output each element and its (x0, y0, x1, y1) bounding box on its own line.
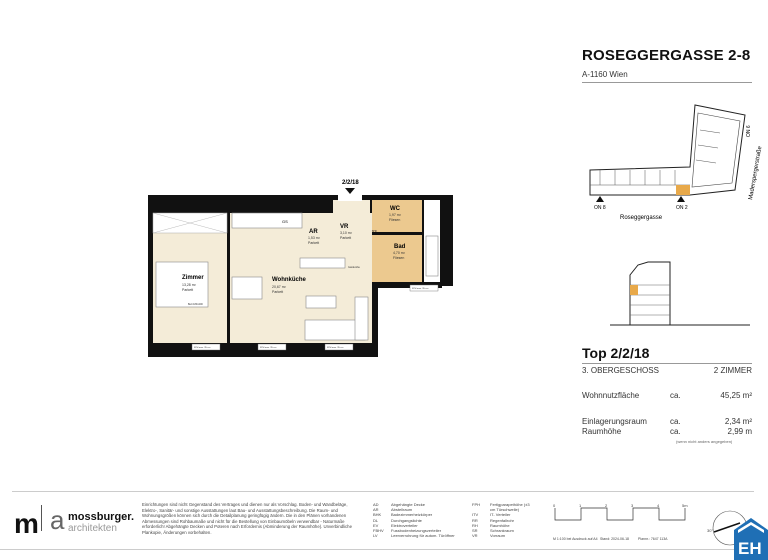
legend-item (472, 502, 530, 512)
unit-rooms: 2 ZIMMER (713, 366, 752, 375)
room-floor: Fliesen (393, 256, 405, 260)
eh-logo-text: EH (738, 539, 762, 558)
site-plan (580, 95, 764, 225)
room-name: Bad (394, 244, 406, 250)
room-name: AR (309, 229, 318, 235)
room-area: 13,28 m² (182, 283, 196, 287)
room-name: Zimmer (182, 275, 204, 281)
room-area: 1,53 m² (308, 236, 320, 240)
legend-code: DL (373, 517, 379, 523)
footer-top-rule (12, 491, 754, 492)
room-floor: Parkett (182, 288, 194, 292)
garderobe-label: Garderobe (348, 266, 360, 269)
scale-tick: 4 (657, 503, 660, 508)
entrance-arrow-icon (345, 188, 355, 194)
kitchen-counter (232, 213, 302, 228)
legend-text: Vorraum (490, 533, 506, 539)
legend-abbreviations-2 (472, 502, 530, 538)
on6-label: ON 6 (746, 125, 752, 137)
legend-code: VR (472, 533, 478, 539)
room-name: WC (390, 206, 400, 212)
legend-text: Leerverrohrung für autom. Türöffner (391, 533, 455, 539)
scale-bar (550, 498, 700, 534)
street-label: Roseggergasse (620, 215, 663, 221)
room-area: 4,70 m² (393, 251, 405, 255)
storage-label: Einlagerungsraum (582, 417, 647, 426)
legend-abbreviations-1 (373, 502, 455, 538)
legend-text: Abgehängte Decke (391, 502, 426, 507)
on8-label: ON 8 (594, 205, 606, 211)
legend-text: Schrankraum (490, 528, 514, 534)
divider (582, 363, 752, 364)
legend-code: RR (472, 517, 478, 523)
divider (582, 82, 752, 83)
brand-sub: architekten (68, 523, 117, 534)
legend-item (472, 533, 530, 538)
area-value: 45,25 m² (720, 391, 752, 400)
legend-code: FPH (472, 502, 480, 507)
stand-date: Stand: 2024-06-18 (600, 537, 629, 541)
plan-number: Plannr.: 7647 113A (638, 537, 668, 541)
height-label: Raumhöhe (582, 427, 622, 436)
project-title: ROSEGGERGASSE 2-8 (582, 47, 751, 64)
room-name: VR (340, 224, 349, 230)
legend-text: Abstellraum (391, 507, 413, 513)
ca-label: ca. (670, 391, 681, 400)
footer-bottom-rule (0, 549, 768, 550)
window-label: FPH max. 95 cm (194, 347, 211, 349)
height-value: 2,99 m (727, 427, 752, 436)
room-area: 20,67 m² (272, 285, 286, 289)
on2-label: ON 2 (676, 205, 688, 211)
brand-name: mossburger. (68, 511, 135, 523)
dining-table (232, 277, 262, 299)
bhk-label: BHK (372, 230, 378, 233)
logo-a: a (50, 505, 65, 535)
room-floor: Parkett (272, 290, 284, 294)
legend-code: ITV (472, 512, 479, 518)
legend-code: EV (373, 522, 379, 528)
legend-code: LV (373, 533, 378, 539)
legend-code: AD (373, 502, 379, 507)
ca-label: ca. (670, 427, 681, 436)
legend-code: AR (373, 507, 379, 513)
area-label: Wohnnutzfläche (582, 391, 640, 400)
unit-top: Top 2/2/18 (582, 345, 650, 361)
room-area: 1,97 m² (389, 213, 401, 217)
legend-text: Regenfallrohr (490, 517, 515, 523)
north-angle: 30° (707, 528, 714, 533)
legend-text: IT- Verteiler (490, 512, 511, 518)
storage-value: 2,34 m² (724, 417, 752, 426)
scale-note: M 1:100 bei Ausdruck auf A4 (553, 537, 598, 541)
street-label: Maderspergerstraße (748, 145, 764, 201)
window-label: FPH max. 95 cm (412, 288, 429, 290)
room-floor: Parkett (308, 241, 320, 245)
unit-note: (wenn nicht anders angegeben) (676, 439, 733, 444)
section-diagram (610, 250, 750, 330)
disclaimer: Einrichtungen sind nicht Gegenstand des Vertrages und dienen nur als Vorschlag. Boden- und Wandbeläge, Elektro-, Sanitär- und sonstige Ausstattungen laut Bau- und Ausstattungsbeschreibung. Die Raum- und Wohnungsgrößen können sich durch die Detailplanung geringfügig ändern. Die in den Plänen vorhandenen Abmessungen sind Rohbaumaße und nicht für die Bestellung von Einbaumöbeln verwendbar - Naturmaße erforderlich! Abgehängte Decken und Poteren nach Erfordernis (Abminderung der Raumhöhe). Unverbindliche Plankopie, Änderungen vorbehalten. (142, 502, 352, 535)
scale-tick: 5m (682, 503, 688, 508)
logo-divider (41, 505, 42, 531)
legend-code: SR (472, 528, 478, 534)
project-city: A-1160 Wien (582, 70, 628, 79)
ca-label: ca. (670, 417, 681, 426)
legend-item (373, 533, 455, 538)
room-name: Wohnküche (272, 277, 306, 283)
legend-code: RH (472, 522, 478, 528)
legend-text: Raumhöhe (490, 522, 510, 528)
bed-label: Bett 180x200 (188, 303, 203, 306)
room-floor: Parkett (340, 236, 352, 240)
legend-code: FBHV (373, 528, 384, 534)
eh-logo (734, 516, 768, 560)
scale-tick: 2 (605, 503, 608, 508)
room-area: 3,10 m² (340, 231, 352, 235)
room-floor: Fliesen (389, 218, 401, 222)
window-label: FPH max. 95 cm (327, 347, 344, 349)
unit-floor: 3. OBERGESCHOSS (582, 366, 659, 375)
legend-text: Elektroverteiler (391, 522, 418, 528)
legend-text: Durchgangslichte (391, 517, 422, 523)
scale-tick: 3 (631, 503, 634, 508)
legend-text: Fussbodenheizungsverteiler (391, 528, 442, 534)
appliance-gs-label: GS (282, 219, 288, 224)
logo-m: m (14, 508, 38, 539)
window-label: FPH max. 95 cm (260, 347, 277, 349)
legend-text: Fertigparapethöhe (±3 cm Türschwelle) (490, 502, 530, 513)
legend-code: BHK (373, 512, 382, 518)
legend-text: Badezimmerheizkörper (391, 512, 433, 518)
scale-tick: 0 (553, 503, 556, 508)
entrance-label: 2/2/18 (342, 180, 359, 186)
floor-plan (140, 170, 460, 380)
scale-tick: 1 (579, 503, 582, 508)
unit-highlight (676, 185, 690, 195)
